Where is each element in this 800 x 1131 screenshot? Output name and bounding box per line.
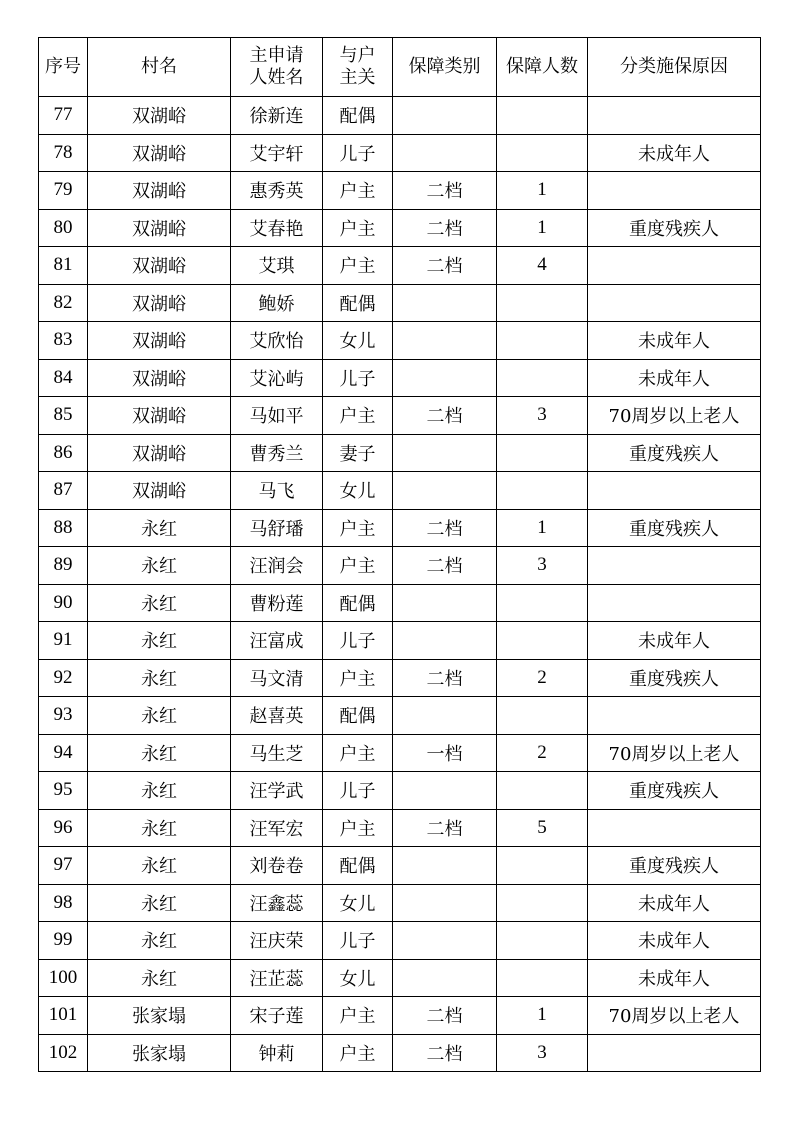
cell-category: 二档	[393, 547, 497, 585]
cell-applicant: 汪学武	[231, 772, 323, 810]
cell-category: 二档	[393, 397, 497, 435]
cell-reason: 未成年人	[588, 884, 761, 922]
cell-serial: 80	[39, 209, 88, 247]
cell-relation: 女儿	[323, 959, 393, 997]
cell-serial: 89	[39, 547, 88, 585]
cell-relation: 女儿	[323, 884, 393, 922]
cell-reason: 重度残疾人	[588, 847, 761, 885]
cell-category	[393, 359, 497, 397]
col-header-count: 保障人数	[497, 38, 588, 97]
table-row	[39, 922, 761, 960]
cell-applicant: 马飞	[231, 472, 323, 510]
cell-serial: 84	[39, 359, 88, 397]
cell-relation: 妻子	[323, 434, 393, 472]
cell-reason	[588, 697, 761, 735]
cell-applicant: 马如平	[231, 397, 323, 435]
table-row	[39, 247, 761, 285]
cell-relation: 儿子	[323, 134, 393, 172]
cell-reason	[588, 172, 761, 210]
cell-relation: 户主	[323, 659, 393, 697]
cell-village: 双湖峪	[88, 434, 231, 472]
cell-reason: 重度残疾人	[588, 509, 761, 547]
cell-serial: 97	[39, 847, 88, 885]
table-row	[39, 659, 761, 697]
table-row	[39, 734, 761, 772]
cell-applicant: 赵喜英	[231, 697, 323, 735]
cell-village: 永红	[88, 772, 231, 810]
cell-applicant: 汪芷蕊	[231, 959, 323, 997]
cell-relation: 配偶	[323, 847, 393, 885]
cell-count	[497, 847, 588, 885]
cell-serial: 92	[39, 659, 88, 697]
col-header-category: 保障类别	[393, 38, 497, 97]
table-row	[39, 172, 761, 210]
cell-relation: 儿子	[323, 359, 393, 397]
cell-serial: 81	[39, 247, 88, 285]
cell-category: 二档	[393, 809, 497, 847]
cell-category: 二档	[393, 1034, 497, 1072]
cell-category: 二档	[393, 247, 497, 285]
table-row	[39, 584, 761, 622]
header-row	[39, 38, 761, 97]
cell-count: 5	[497, 809, 588, 847]
cell-relation: 户主	[323, 172, 393, 210]
cell-serial: 99	[39, 922, 88, 960]
cell-reason: 70周岁以上老人	[588, 734, 761, 772]
cell-relation: 户主	[323, 997, 393, 1035]
cell-category	[393, 134, 497, 172]
cell-village: 永红	[88, 697, 231, 735]
cell-village: 永红	[88, 622, 231, 660]
cell-count: 3	[497, 397, 588, 435]
cell-category	[393, 434, 497, 472]
cell-serial: 90	[39, 584, 88, 622]
table-row	[39, 547, 761, 585]
cell-relation: 女儿	[323, 472, 393, 510]
cell-category	[393, 472, 497, 510]
cell-reason	[588, 547, 761, 585]
cell-serial: 91	[39, 622, 88, 660]
cell-count: 2	[497, 734, 588, 772]
cell-reason	[588, 97, 761, 135]
col-header-applicant: 主申请人姓名	[231, 38, 323, 97]
cell-applicant: 宋子莲	[231, 997, 323, 1035]
cell-reason	[588, 247, 761, 285]
cell-village: 永红	[88, 584, 231, 622]
cell-applicant: 马舒璠	[231, 509, 323, 547]
cell-serial: 95	[39, 772, 88, 810]
cell-category	[393, 847, 497, 885]
cell-applicant: 艾春艳	[231, 209, 323, 247]
cell-count	[497, 322, 588, 360]
cell-village: 永红	[88, 734, 231, 772]
table-row	[39, 772, 761, 810]
relief-roster-table	[38, 37, 761, 1072]
cell-count: 3	[497, 1034, 588, 1072]
cell-reason	[588, 472, 761, 510]
cell-village: 双湖峪	[88, 322, 231, 360]
cell-village: 双湖峪	[88, 359, 231, 397]
cell-village: 双湖峪	[88, 397, 231, 435]
cell-count	[497, 959, 588, 997]
cell-reason	[588, 284, 761, 322]
cell-count	[497, 697, 588, 735]
cell-serial: 93	[39, 697, 88, 735]
cell-count	[497, 622, 588, 660]
table-row	[39, 809, 761, 847]
cell-reason: 未成年人	[588, 922, 761, 960]
cell-category	[393, 584, 497, 622]
cell-category: 二档	[393, 509, 497, 547]
cell-relation: 配偶	[323, 697, 393, 735]
cell-village: 张家塌	[88, 997, 231, 1035]
cell-reason: 未成年人	[588, 359, 761, 397]
cell-reason	[588, 809, 761, 847]
cell-count	[497, 472, 588, 510]
cell-relation: 儿子	[323, 622, 393, 660]
table-row	[39, 622, 761, 660]
cell-applicant: 曹粉莲	[231, 584, 323, 622]
cell-category: 二档	[393, 997, 497, 1035]
cell-count	[497, 359, 588, 397]
cell-relation: 户主	[323, 547, 393, 585]
cell-category: 二档	[393, 209, 497, 247]
cell-village: 双湖峪	[88, 472, 231, 510]
cell-serial: 102	[39, 1034, 88, 1072]
cell-relation: 户主	[323, 734, 393, 772]
cell-village: 双湖峪	[88, 284, 231, 322]
cell-village: 永红	[88, 959, 231, 997]
cell-applicant: 艾宇轩	[231, 134, 323, 172]
cell-applicant: 汪润会	[231, 547, 323, 585]
cell-count: 1	[497, 172, 588, 210]
cell-serial: 94	[39, 734, 88, 772]
cell-count	[497, 97, 588, 135]
cell-relation: 户主	[323, 809, 393, 847]
cell-relation: 儿子	[323, 922, 393, 960]
cell-category: 二档	[393, 172, 497, 210]
cell-applicant: 汪鑫蕊	[231, 884, 323, 922]
table-row	[39, 847, 761, 885]
cell-count	[497, 884, 588, 922]
cell-village: 双湖峪	[88, 247, 231, 285]
cell-reason	[588, 584, 761, 622]
table-row	[39, 284, 761, 322]
cell-count: 4	[497, 247, 588, 285]
cell-village: 双湖峪	[88, 209, 231, 247]
cell-applicant: 惠秀英	[231, 172, 323, 210]
cell-relation: 户主	[323, 397, 393, 435]
cell-reason: 未成年人	[588, 322, 761, 360]
cell-village: 永红	[88, 847, 231, 885]
cell-applicant: 马生芝	[231, 734, 323, 772]
cell-applicant: 汪军宏	[231, 809, 323, 847]
cell-applicant: 鲍娇	[231, 284, 323, 322]
cell-count	[497, 134, 588, 172]
cell-village: 双湖峪	[88, 172, 231, 210]
cell-category	[393, 772, 497, 810]
cell-reason: 未成年人	[588, 622, 761, 660]
cell-serial: 82	[39, 284, 88, 322]
table-row	[39, 359, 761, 397]
cell-village: 永红	[88, 884, 231, 922]
col-header-serial: 序号	[39, 38, 88, 97]
cell-relation: 户主	[323, 1034, 393, 1072]
cell-category	[393, 884, 497, 922]
cell-serial: 79	[39, 172, 88, 210]
cell-applicant: 徐新连	[231, 97, 323, 135]
cell-count	[497, 434, 588, 472]
cell-serial: 78	[39, 134, 88, 172]
table-row	[39, 134, 761, 172]
cell-applicant: 艾琪	[231, 247, 323, 285]
cell-category: 一档	[393, 734, 497, 772]
table-body	[39, 97, 761, 1072]
cell-count	[497, 284, 588, 322]
table-row	[39, 209, 761, 247]
cell-reason: 重度残疾人	[588, 434, 761, 472]
table-row	[39, 434, 761, 472]
cell-count: 3	[497, 547, 588, 585]
cell-reason: 重度残疾人	[588, 659, 761, 697]
cell-village: 张家塌	[88, 1034, 231, 1072]
cell-count: 2	[497, 659, 588, 697]
cell-serial: 88	[39, 509, 88, 547]
cell-village: 永红	[88, 547, 231, 585]
cell-category	[393, 322, 497, 360]
table-row	[39, 322, 761, 360]
table-row	[39, 697, 761, 735]
cell-count	[497, 584, 588, 622]
cell-relation: 户主	[323, 509, 393, 547]
table-row	[39, 97, 761, 135]
cell-count: 1	[497, 209, 588, 247]
table-row	[39, 997, 761, 1035]
cell-serial: 83	[39, 322, 88, 360]
col-header-relation: 与户主关	[323, 38, 393, 97]
cell-serial: 96	[39, 809, 88, 847]
table-row	[39, 884, 761, 922]
cell-applicant: 马文清	[231, 659, 323, 697]
cell-reason: 70周岁以上老人	[588, 997, 761, 1035]
cell-relation: 女儿	[323, 322, 393, 360]
cell-category	[393, 97, 497, 135]
col-header-reason: 分类施保原因	[588, 38, 761, 97]
cell-applicant: 艾欣怡	[231, 322, 323, 360]
cell-serial: 85	[39, 397, 88, 435]
cell-reason	[588, 1034, 761, 1072]
cell-relation: 户主	[323, 209, 393, 247]
cell-applicant: 刘卷卷	[231, 847, 323, 885]
cell-count	[497, 772, 588, 810]
table-row	[39, 472, 761, 510]
cell-applicant: 钟莉	[231, 1034, 323, 1072]
cell-serial: 77	[39, 97, 88, 135]
table-row	[39, 1034, 761, 1072]
cell-reason: 未成年人	[588, 959, 761, 997]
cell-reason: 重度残疾人	[588, 772, 761, 810]
cell-applicant: 曹秀兰	[231, 434, 323, 472]
cell-applicant: 艾沁屿	[231, 359, 323, 397]
cell-reason: 未成年人	[588, 134, 761, 172]
cell-count: 1	[497, 997, 588, 1035]
cell-relation: 儿子	[323, 772, 393, 810]
cell-serial: 87	[39, 472, 88, 510]
cell-category	[393, 959, 497, 997]
cell-applicant: 汪庆荣	[231, 922, 323, 960]
col-header-village: 村名	[88, 38, 231, 97]
cell-relation: 配偶	[323, 97, 393, 135]
cell-relation: 配偶	[323, 584, 393, 622]
cell-relation: 户主	[323, 247, 393, 285]
cell-relation: 配偶	[323, 284, 393, 322]
cell-category	[393, 697, 497, 735]
table-row	[39, 959, 761, 997]
cell-village: 永红	[88, 922, 231, 960]
cell-count: 1	[497, 509, 588, 547]
cell-category	[393, 622, 497, 660]
cell-category	[393, 922, 497, 960]
cell-count	[497, 922, 588, 960]
cell-village: 永红	[88, 659, 231, 697]
cell-village: 双湖峪	[88, 134, 231, 172]
cell-category	[393, 284, 497, 322]
cell-serial: 86	[39, 434, 88, 472]
cell-serial: 100	[39, 959, 88, 997]
cell-serial: 98	[39, 884, 88, 922]
cell-village: 永红	[88, 809, 231, 847]
table-row	[39, 397, 761, 435]
cell-reason: 70周岁以上老人	[588, 397, 761, 435]
cell-reason: 重度残疾人	[588, 209, 761, 247]
table-row	[39, 509, 761, 547]
cell-serial: 101	[39, 997, 88, 1035]
cell-applicant: 汪富成	[231, 622, 323, 660]
cell-village: 永红	[88, 509, 231, 547]
cell-category: 二档	[393, 659, 497, 697]
cell-village: 双湖峪	[88, 97, 231, 135]
